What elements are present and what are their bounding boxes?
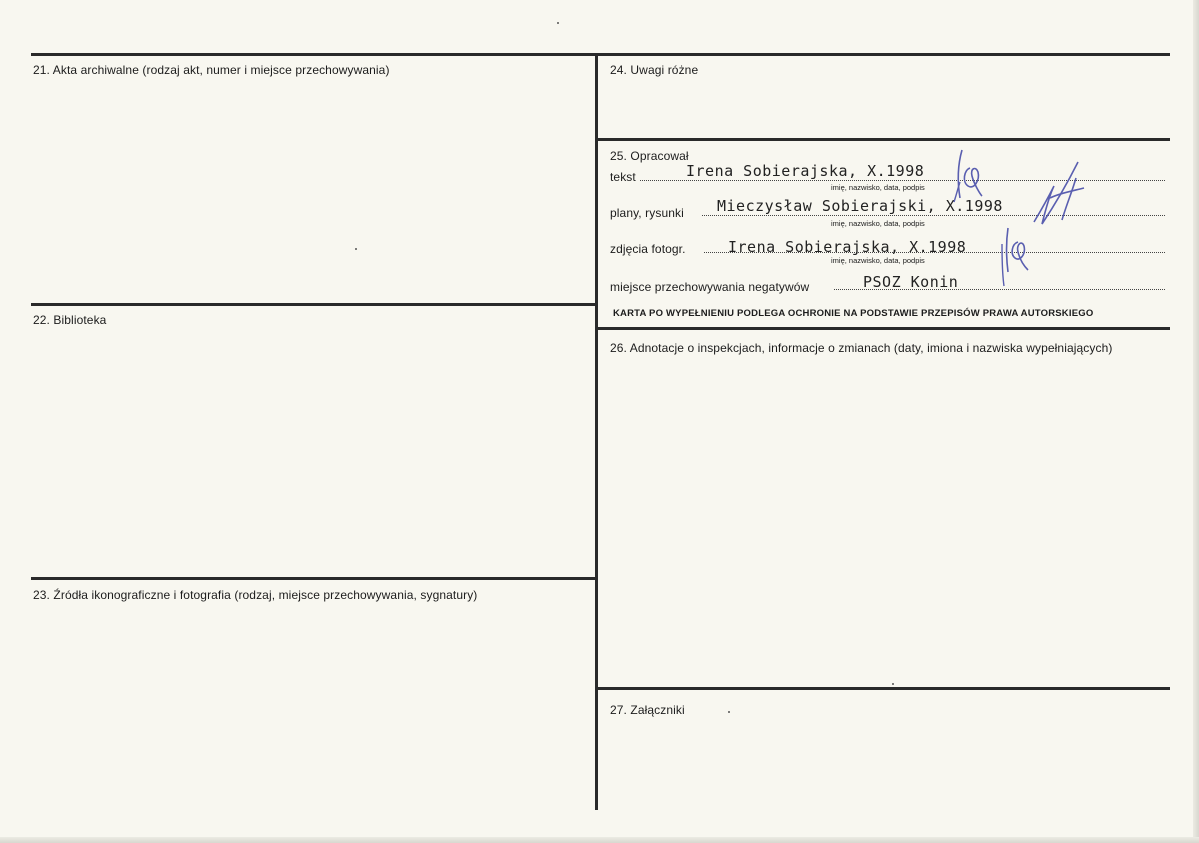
speck: [728, 711, 730, 713]
speck: [892, 683, 894, 685]
copyright-note: KARTA PO WYPEŁNIENIU PODLEGA OCHRONIE NA PODSTAWIE PRZEPISÓW PRAWA AUTORSKIEGO: [613, 308, 1094, 319]
rule-left-22: [31, 303, 597, 306]
page-edge-bottom: [0, 837, 1199, 843]
plany-value: Mieczysław Sobierajski, X.1998: [717, 197, 1003, 215]
negatywy-label: miejsce przechowywania negatywów: [610, 280, 810, 294]
speck: [557, 22, 559, 24]
tekst-value: Irena Sobierajska, X.1998: [686, 162, 925, 180]
rule-right-25: [597, 138, 1170, 141]
speck: [355, 248, 357, 250]
plany-label: plany, rysunki: [610, 206, 684, 220]
field-25-label: 25. Opracował: [610, 149, 689, 163]
signature-zdjecia: [1000, 224, 1036, 276]
tekst-caption: imię, nazwisko, data, podpis: [831, 183, 925, 192]
plany-dotted-line: [702, 215, 1165, 216]
zdjecia-value: Irena Sobierajska, X.1998: [728, 238, 967, 256]
field-26-label: 26. Adnotacje o inspekcjach, informacje o zmianach (daty, imiona i nazwiska wypełniających): [610, 341, 1113, 355]
zdjecia-label: zdjęcia fotogr.: [610, 242, 686, 256]
rule-left-23: [31, 577, 597, 580]
center-divider: [595, 53, 598, 810]
field-27-label: 27. Załączniki: [610, 703, 685, 717]
negatywy-value: PSOZ Konin: [863, 273, 959, 291]
field-22-label: 22. Biblioteka: [33, 313, 107, 327]
rule-right-26: [597, 327, 1170, 330]
field-21-label: 21. Akta archiwalne (rodzaj akt, numer i miejsce przechowywania): [33, 63, 390, 77]
plany-caption: imię, nazwisko, data, podpis: [831, 219, 925, 228]
tekst-label: tekst: [610, 170, 636, 184]
field-24-label: 24. Uwagi różne: [610, 63, 699, 77]
rule-right-27: [597, 687, 1170, 690]
zdjecia-caption: imię, nazwisko, data, podpis: [831, 256, 925, 265]
top-rule: [31, 53, 1170, 56]
field-23-label: 23. Źródła ikonograficzne i fotografia (rodzaj, miejsce przechowywania, sygnatury): [33, 588, 478, 602]
page-edge-right: [1193, 0, 1199, 843]
